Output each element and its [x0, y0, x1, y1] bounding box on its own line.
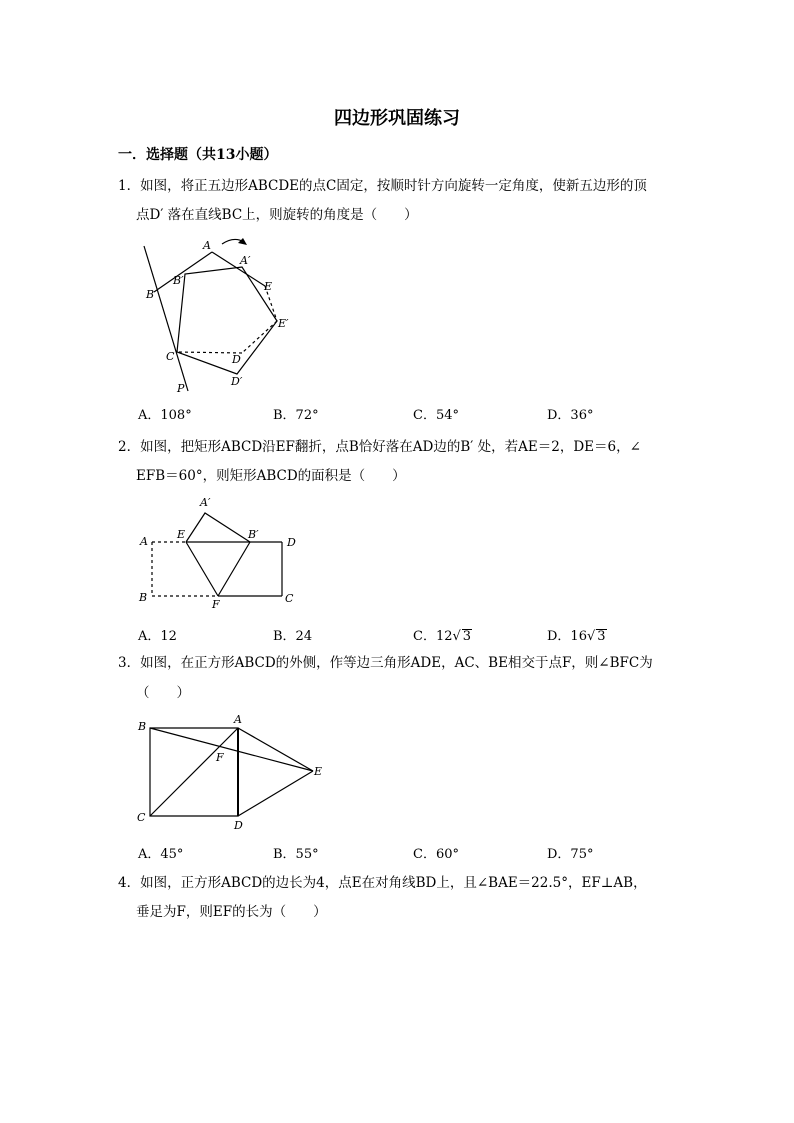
q2-label-a-prime: A′ [200, 496, 211, 509]
q2-option-c[interactable] [413, 625, 472, 644]
q2-option-a[interactable]: A．12 [138, 629, 177, 644]
q2-fold-ef [186, 542, 218, 596]
q1-label-b-prime: B′ [173, 274, 184, 287]
q2-label-a: A [140, 535, 148, 548]
q3-label-d: D [234, 819, 243, 832]
q2-label-d: D [287, 536, 296, 549]
q2-text-line2: EFB＝60°，则矩形ABCD的面积是（ ） [136, 468, 406, 484]
q2-option-d-text: D．16 [547, 629, 587, 644]
q3-option-d[interactable]: D．75° [547, 847, 594, 862]
q1-option-c[interactable]: C．54° [413, 408, 459, 423]
q3-label-f: F [216, 751, 224, 764]
q2-label-c: C [285, 592, 294, 605]
q1-label-e-prime: E′ [278, 317, 289, 330]
page-title: 四边形巩固练习 [334, 108, 460, 129]
q2-option-d-radicand: 3 [597, 629, 606, 644]
q1-option-a[interactable]: A．108° [138, 408, 192, 423]
q1-label-d: D [232, 353, 241, 366]
q1-label-a: A [203, 239, 211, 252]
q2-option-c-text: C．12 [413, 629, 453, 644]
q3-label-b: B [138, 720, 147, 733]
q1-label-a-prime: A′ [240, 254, 251, 267]
sqrt-symbol: √ [452, 629, 461, 644]
q2-option-d[interactable] [547, 625, 607, 644]
q1-figure [130, 232, 310, 396]
q3-option-c[interactable]: C．60° [413, 847, 459, 862]
q1-label-e: E [264, 280, 273, 293]
q2-text-line1: 2．如图，把矩形ABCD沿EF翻折，点B恰好落在AD边的B′ 处，若AE＝2，DE＝6，∠ [118, 439, 641, 455]
q1-text-line2: 点D′ 落在直线BC上，则旋转的角度是（ ） [136, 207, 418, 223]
q3-option-a[interactable]: A．45° [138, 847, 184, 862]
q3-text-line1: 3．如图，在正方形ABCD的外侧，作等边三角形ADE，AC、BE相交于点F，则∠BFC为 [118, 655, 653, 671]
q1-label-d-prime: D′ [231, 375, 243, 388]
q2-label-e: E [177, 528, 186, 541]
q1-label-b: B [146, 288, 155, 301]
q1-rotated-pentagon [177, 267, 277, 374]
q4-text-line2: 垂足为F，则EF的长为（ ） [136, 904, 327, 920]
q2-figure [134, 492, 310, 612]
q2-label-b-prime: B′ [248, 528, 259, 541]
section-heading: 一．选择题（共13小题） [118, 147, 278, 163]
q3-option-b[interactable]: B．55° [273, 847, 319, 862]
q2-label-f: F [212, 598, 220, 611]
q2-label-b: B [139, 591, 148, 604]
q1-line-bc [144, 246, 188, 391]
q1-label-p: P [177, 382, 185, 395]
q3-label-e: E [314, 765, 323, 778]
q3-figure [130, 710, 330, 834]
q2-option-b[interactable]: B．24 [273, 629, 313, 644]
q3-label-c: C [137, 811, 146, 824]
q1-option-d[interactable]: D．36° [547, 408, 594, 423]
q1-label-c: C [166, 350, 175, 363]
q3-text-line2: （ ） [136, 685, 190, 701]
q1-text-line1: 1．如图，将正五边形ABCDE的点C固定，按顺时针方向旋转一定角度，使新五边形的顶 [118, 178, 647, 194]
sqrt-symbol: √ [586, 629, 596, 644]
q4-text-line1: 4．如图，正方形ABCD的边长为4，点E在对角线BD上，且∠BAE＝22.5°，EF⊥AB， [118, 875, 647, 891]
q3-label-a: A [234, 713, 242, 726]
q2-option-c-radicand: 3 [462, 629, 472, 644]
q1-option-b[interactable]: B．72° [273, 408, 319, 423]
